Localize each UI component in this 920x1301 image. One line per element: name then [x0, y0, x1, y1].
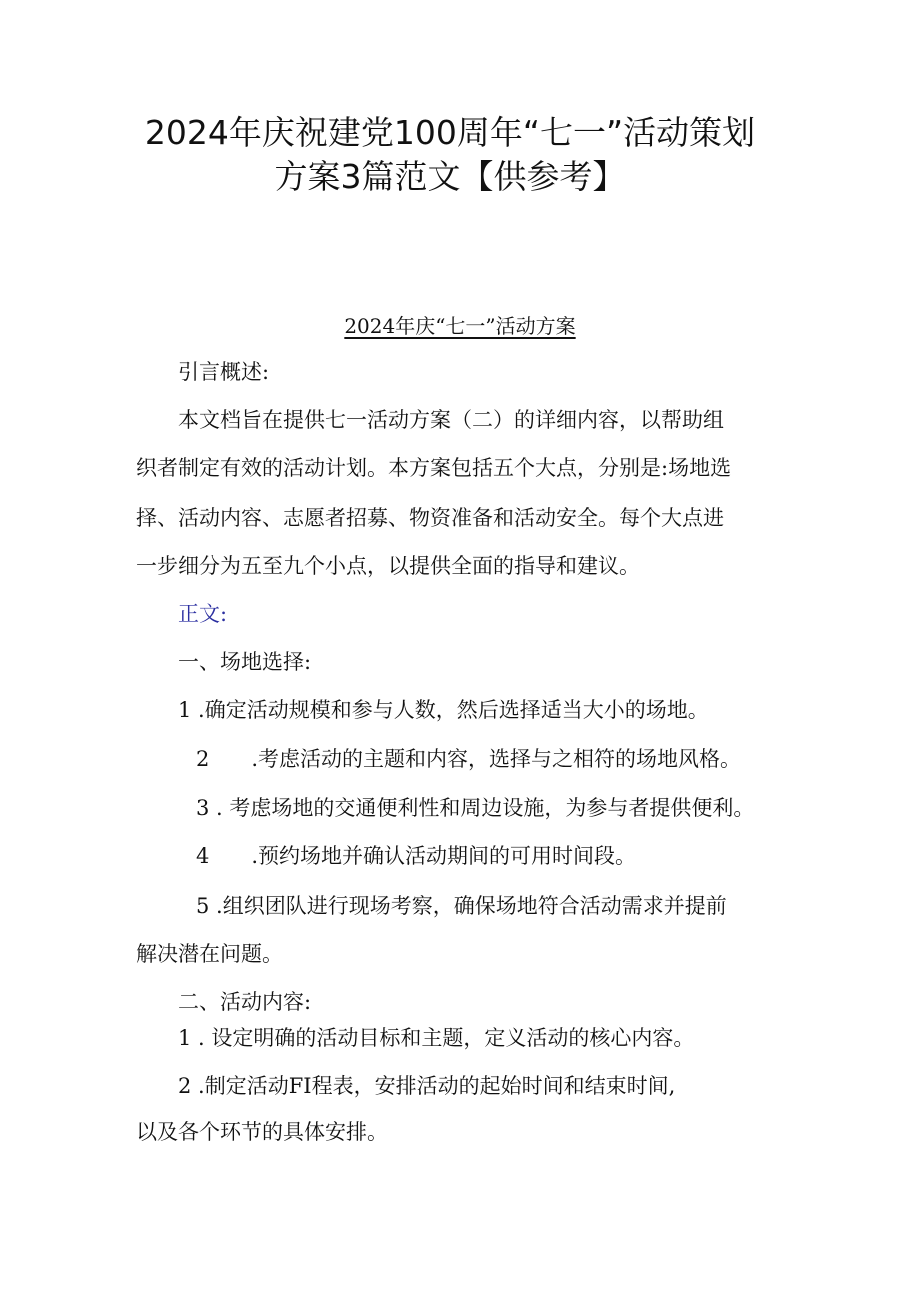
part1-item-4: 4 .预约场地并确认活动期间的可用时间段。: [196, 844, 637, 868]
document-title-line-2: 方案3篇范文【供参考】: [274, 157, 626, 196]
body-heading: 正文:: [178, 602, 228, 626]
intro-line-3: 择、活动内容、志愿者招募、物资准备和活动安全。每个大点进: [136, 506, 724, 530]
intro-heading: 引言概述:: [178, 360, 270, 384]
intro-line-2: 织者制定有效的活动计划。本方案包括五个大点，分别是:场地选: [136, 456, 732, 480]
part2-item-2-continuation: 以及各个环节的具体安排。: [136, 1120, 388, 1144]
intro-line-4: 一步细分为五至九个小点，以提供全面的指导和建议。: [136, 554, 640, 578]
document-title-line-1: 2024年庆祝建党100周年“七一”活动策划: [144, 113, 756, 152]
part1-item-3: 3 . 考虑场地的交通便利性和周边设施，为参与者提供便利。: [196, 796, 755, 820]
part1-item-5-continuation: 解决潜在问题。: [136, 942, 283, 966]
part1-heading: 一、场地选择:: [178, 650, 312, 674]
part1-item-5: 5 .组织团队进行现场考察，确保场地符合活动需求并提前: [196, 894, 727, 918]
part2-item-1: 1 . 设定明确的活动目标和主题，定义活动的核心内容。: [178, 1026, 695, 1050]
part1-item-2: 2 .考虑活动的主题和内容，选择与之相符的场地风格。: [196, 747, 742, 771]
section-title: 2024年庆“七一”活动方案: [344, 314, 576, 338]
intro-line-1: 本文档旨在提供七一活动方案（二）的详细内容，以帮助组: [178, 408, 724, 432]
part2-heading: 二、活动内容:: [178, 990, 312, 1014]
part2-item-2: 2 .制定活动FI程表，安排活动的起始时间和结束时间,: [178, 1074, 676, 1098]
part1-item-1: 1 .确定活动规模和参与人数，然后选择适当大小的场地。: [178, 698, 709, 722]
